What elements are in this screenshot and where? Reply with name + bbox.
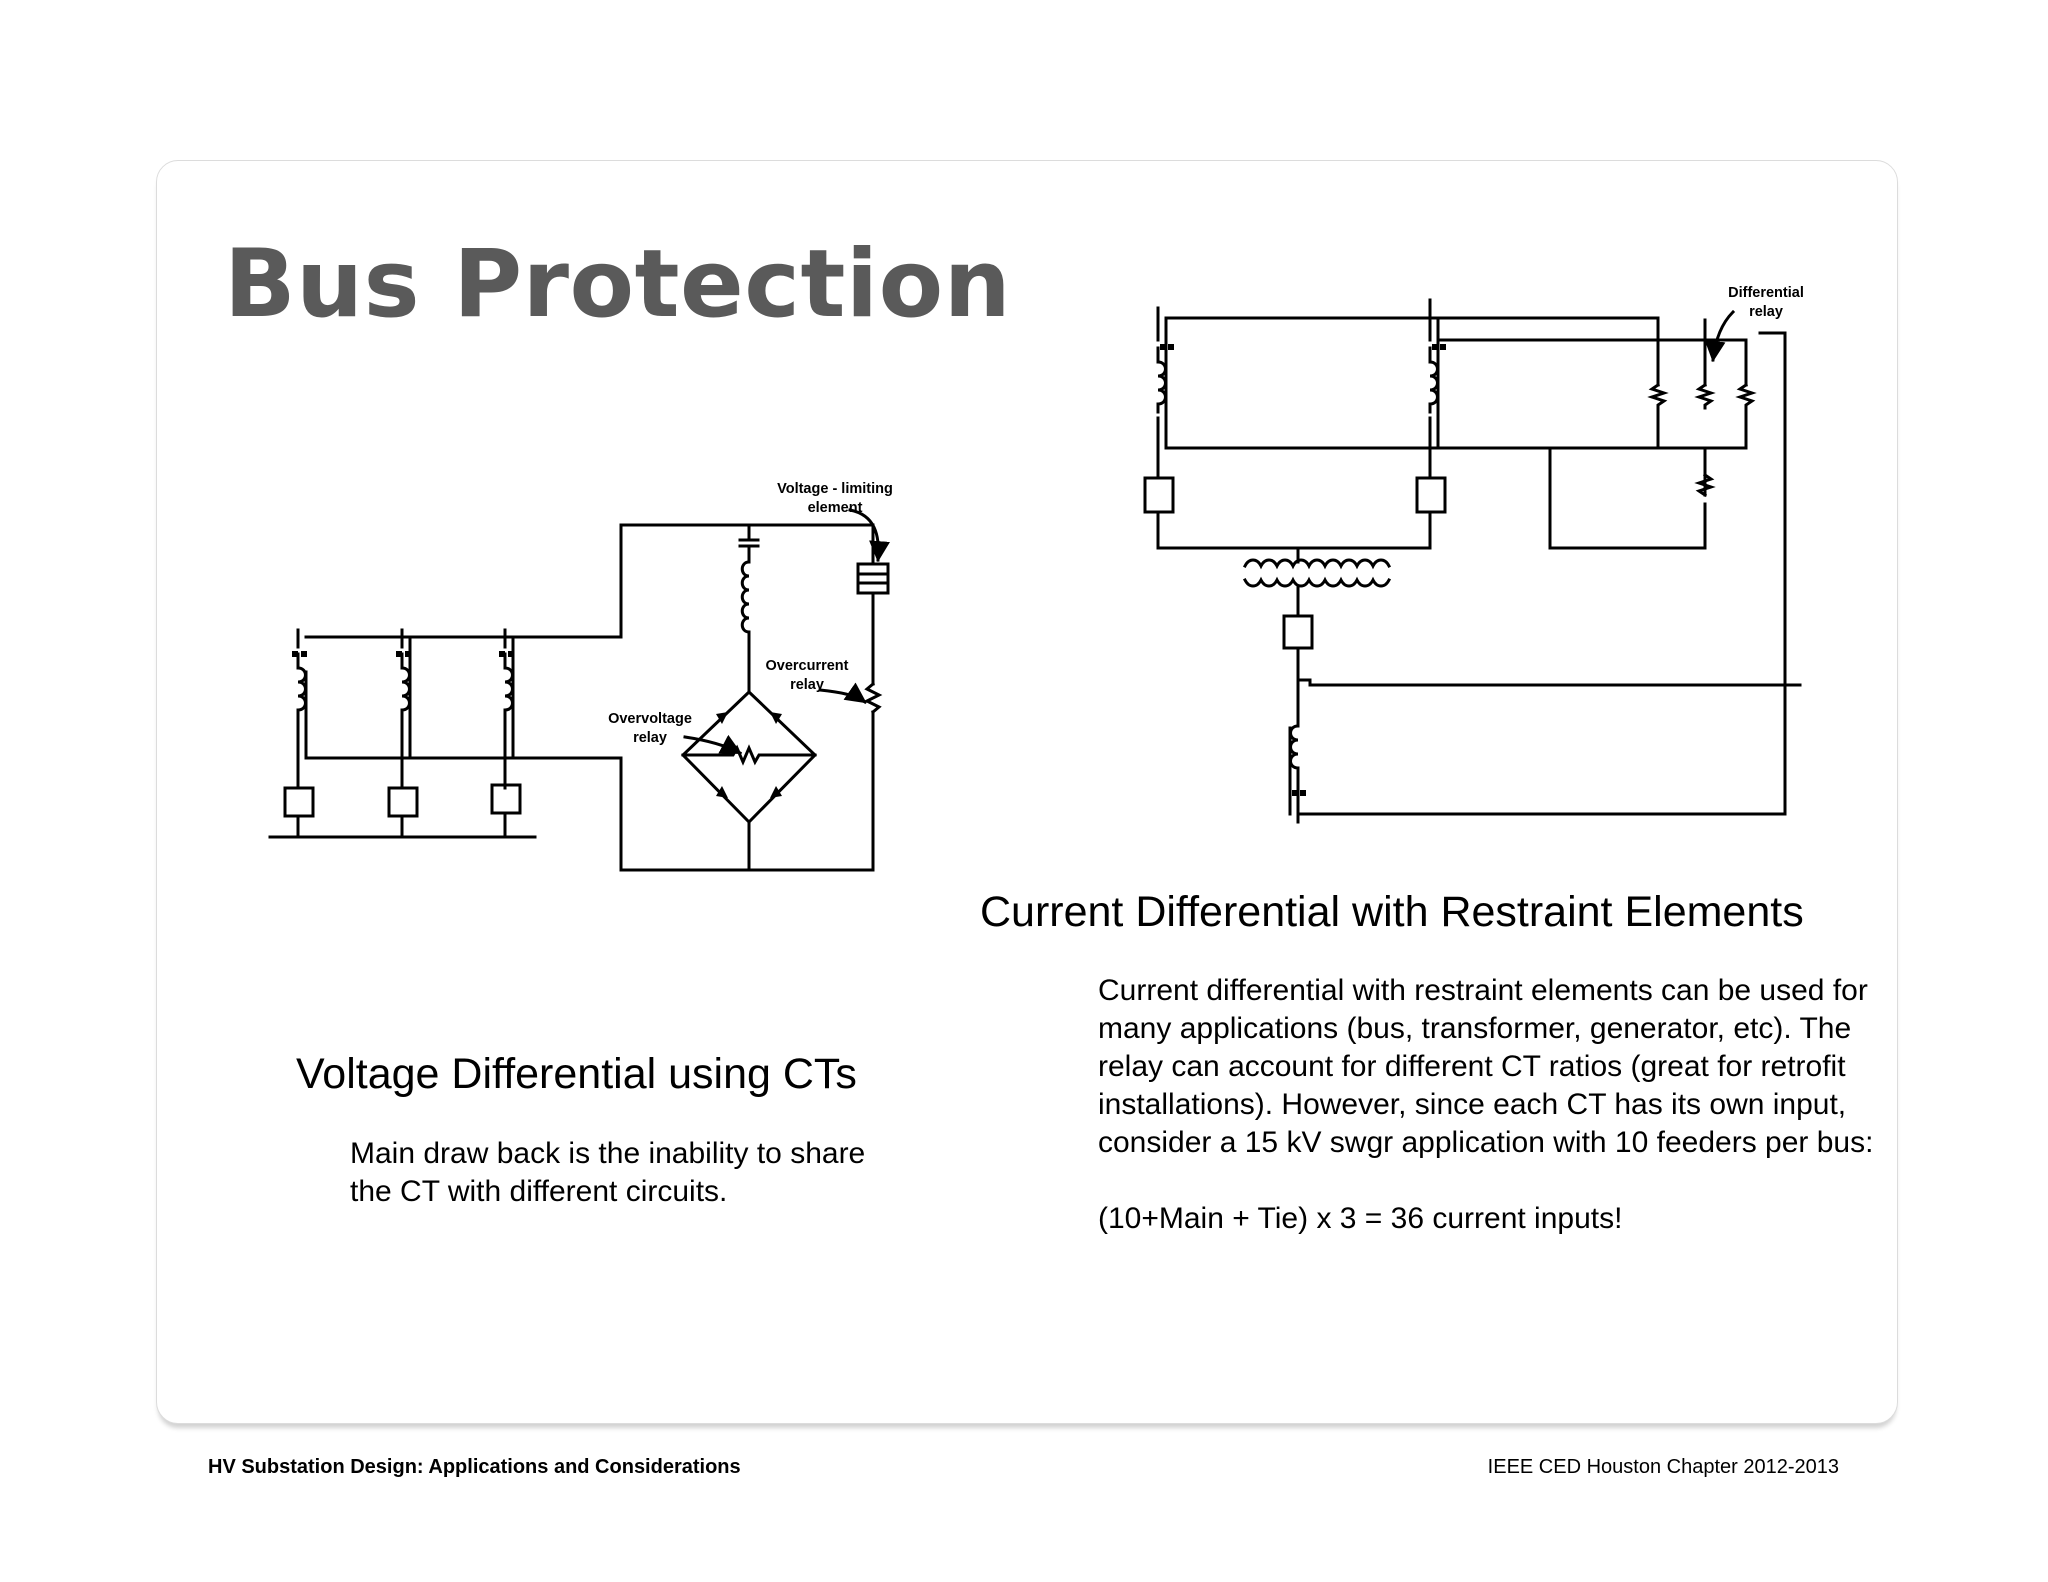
svg-text:element: element bbox=[807, 500, 863, 516]
footer-course-title: HV Substation Design: Applications and Considerations bbox=[208, 1456, 741, 1478]
svg-text:Overcurrent: Overcurrent bbox=[765, 658, 849, 674]
footer-chapter: IEEE CED Houston Chapter 2012-2013 bbox=[1487, 1456, 1839, 1478]
svg-text:relay: relay bbox=[1749, 304, 1783, 320]
voltage-differential-body: Main draw back is the inability to share the CT with different circuits. bbox=[350, 1137, 866, 1208]
svg-text:Differential: Differential bbox=[1728, 285, 1804, 301]
svg-text:Overvoltage: Overvoltage bbox=[608, 711, 692, 727]
voltage-differential-heading: Voltage Differential using CTs bbox=[296, 1050, 857, 1098]
slide-title: Bus Protection bbox=[224, 230, 1012, 339]
current-differential-heading: Current Differential with Restraint Elements bbox=[980, 888, 1804, 936]
svg-text:relay: relay bbox=[633, 730, 667, 746]
differential-relay-label bbox=[1728, 285, 1804, 320]
current-differential-body: Current differential with restraint elements can be used for many applications (bus, transformer, generator, etc). The relay can account for different CT ratios (great for retrofit installations). However, since each CT has its own input, consider a 15 kV swgr application with 10 feeders per bus: (10+Main + Tie) x 3 = 36 current inputs! bbox=[1098, 974, 1874, 1235]
svg-text:relay: relay bbox=[790, 677, 824, 693]
svg-text:Voltage - limiting: Voltage - limiting bbox=[777, 481, 893, 497]
